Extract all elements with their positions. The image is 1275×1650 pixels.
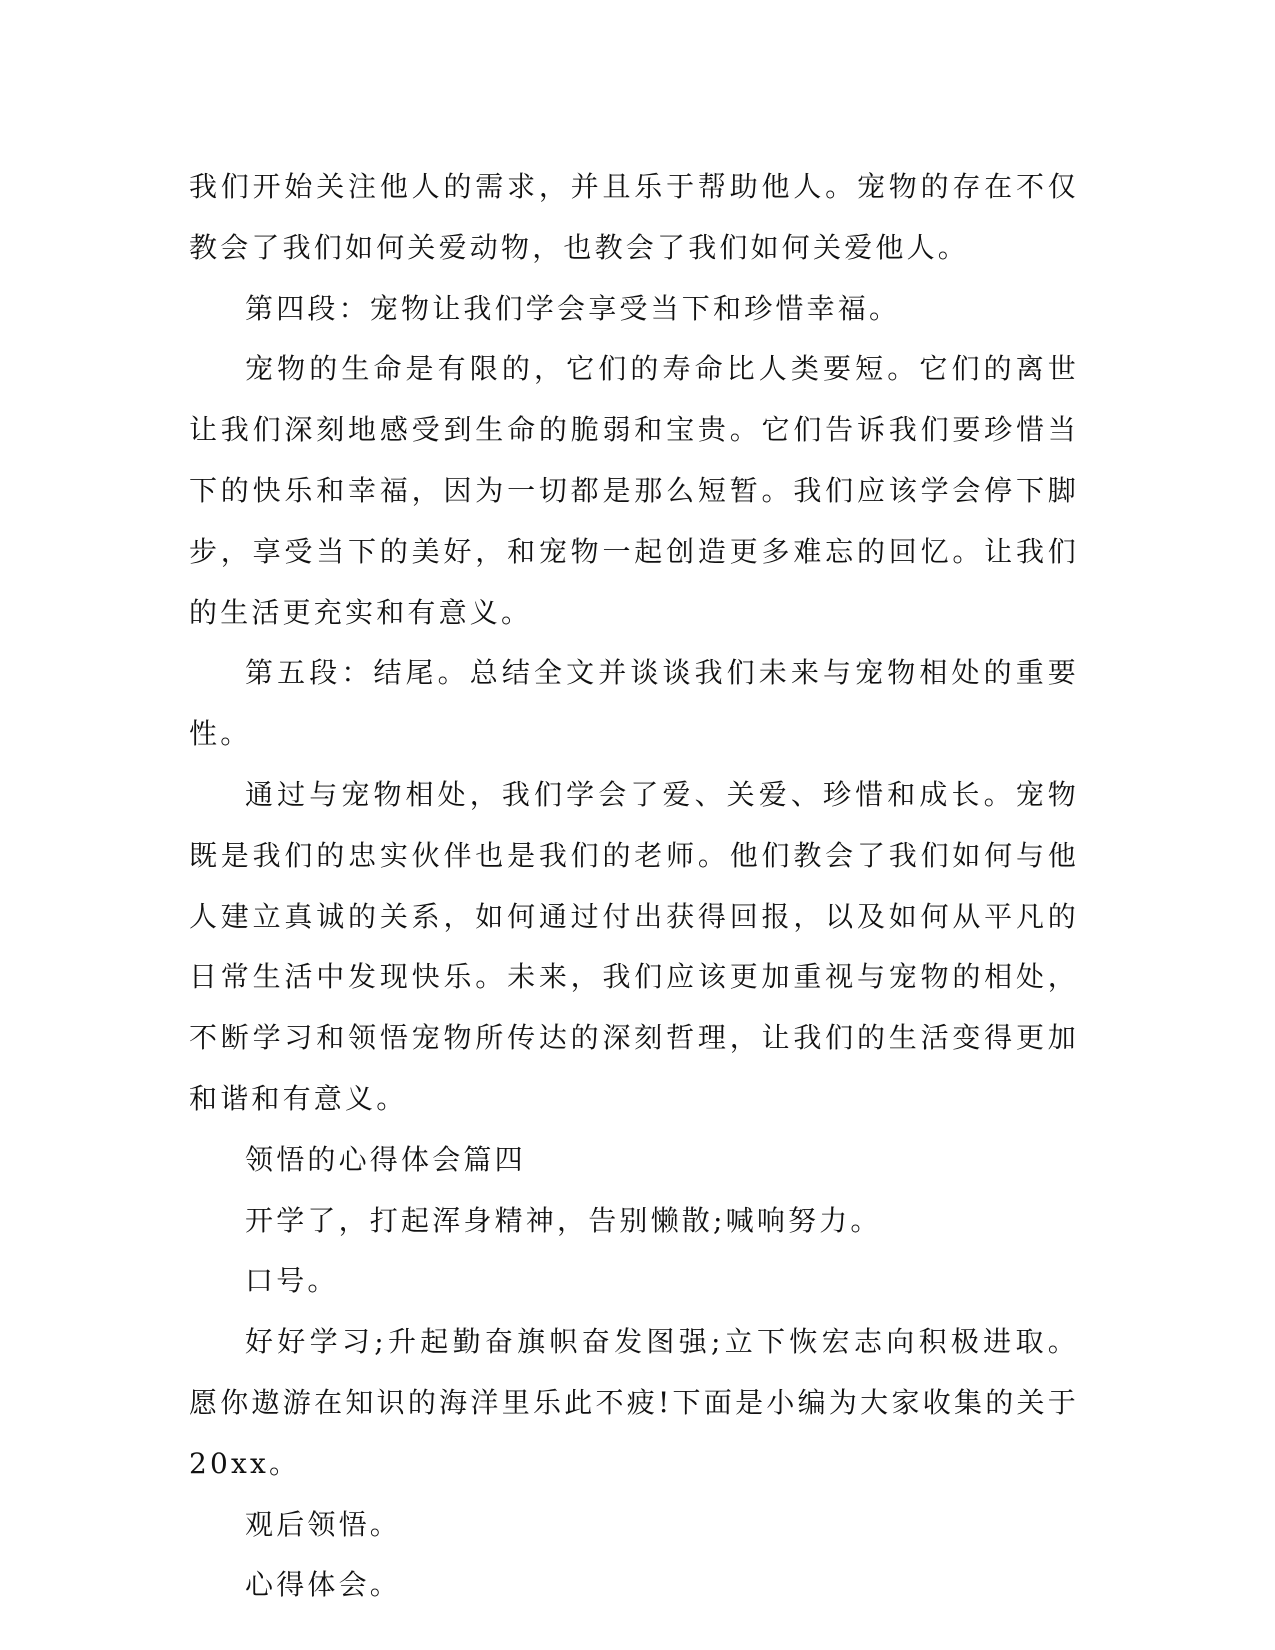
paragraph-slogan: 口号。	[245, 1264, 339, 1298]
paragraph-study-hard: 好好学习;升起勤奋旗帜奋发图强;立下恢宏志向积极进取。愿你遨游在知识的海洋里乐此不疲!下面是小编为大家收集的关于20xx。	[189, 1325, 1079, 1480]
paragraph-viewing-insight: 观后领悟。	[245, 1507, 402, 1541]
paragraph-experience: 心得体会。	[245, 1568, 402, 1602]
section-heading-five: 第五段：结尾。总结全文并谈谈我们未来与宠物相处的重要性。	[189, 656, 1079, 751]
paragraph-conclusion: 通过与宠物相处，我们学会了爱、关爱、珍惜和成长。宠物既是我们的忠实伙伴也是我们的老师。他们教会了我们如何与他人建立真诚的关系，如何通过付出获得回报，以及如何从平凡的日常生活中发现快乐。未来，我们应该更加重视与宠物的相处，不断学习和领悟宠物所传达的深刻哲理，让我们的生活变得更加和谐和有意义。	[189, 777, 1079, 1115]
article-title-part-four: 领悟的心得体会篇四	[245, 1142, 526, 1176]
section-heading-four: 第四段：宠物让我们学会享受当下和珍惜幸福。	[245, 291, 901, 325]
paragraph-continuation-care-for-others: 我们开始关注他人的需求，并且乐于帮助他人。宠物的存在不仅教会了我们如何关爱动物，也教会了我们如何关爱他人。	[189, 170, 1079, 264]
paragraph-school-start: 开学了，打起浑身精神，告别懒散;喊响努力。	[245, 1203, 882, 1237]
document-body	[189, 157, 1079, 1616]
paragraph-cherish-present: 宠物的生命是有限的，它们的寿命比人类要短。它们的离世让我们深刻地感受到生命的脆弱和宝贵。它们告诉我们要珍惜当下的快乐和幸福，因为一切都是那么短暂。我们应该学会停下脚步，享受当下的美好，和宠物一起创造更多难忘的回忆。让我们的生活更充实和有意义。	[189, 352, 1079, 629]
